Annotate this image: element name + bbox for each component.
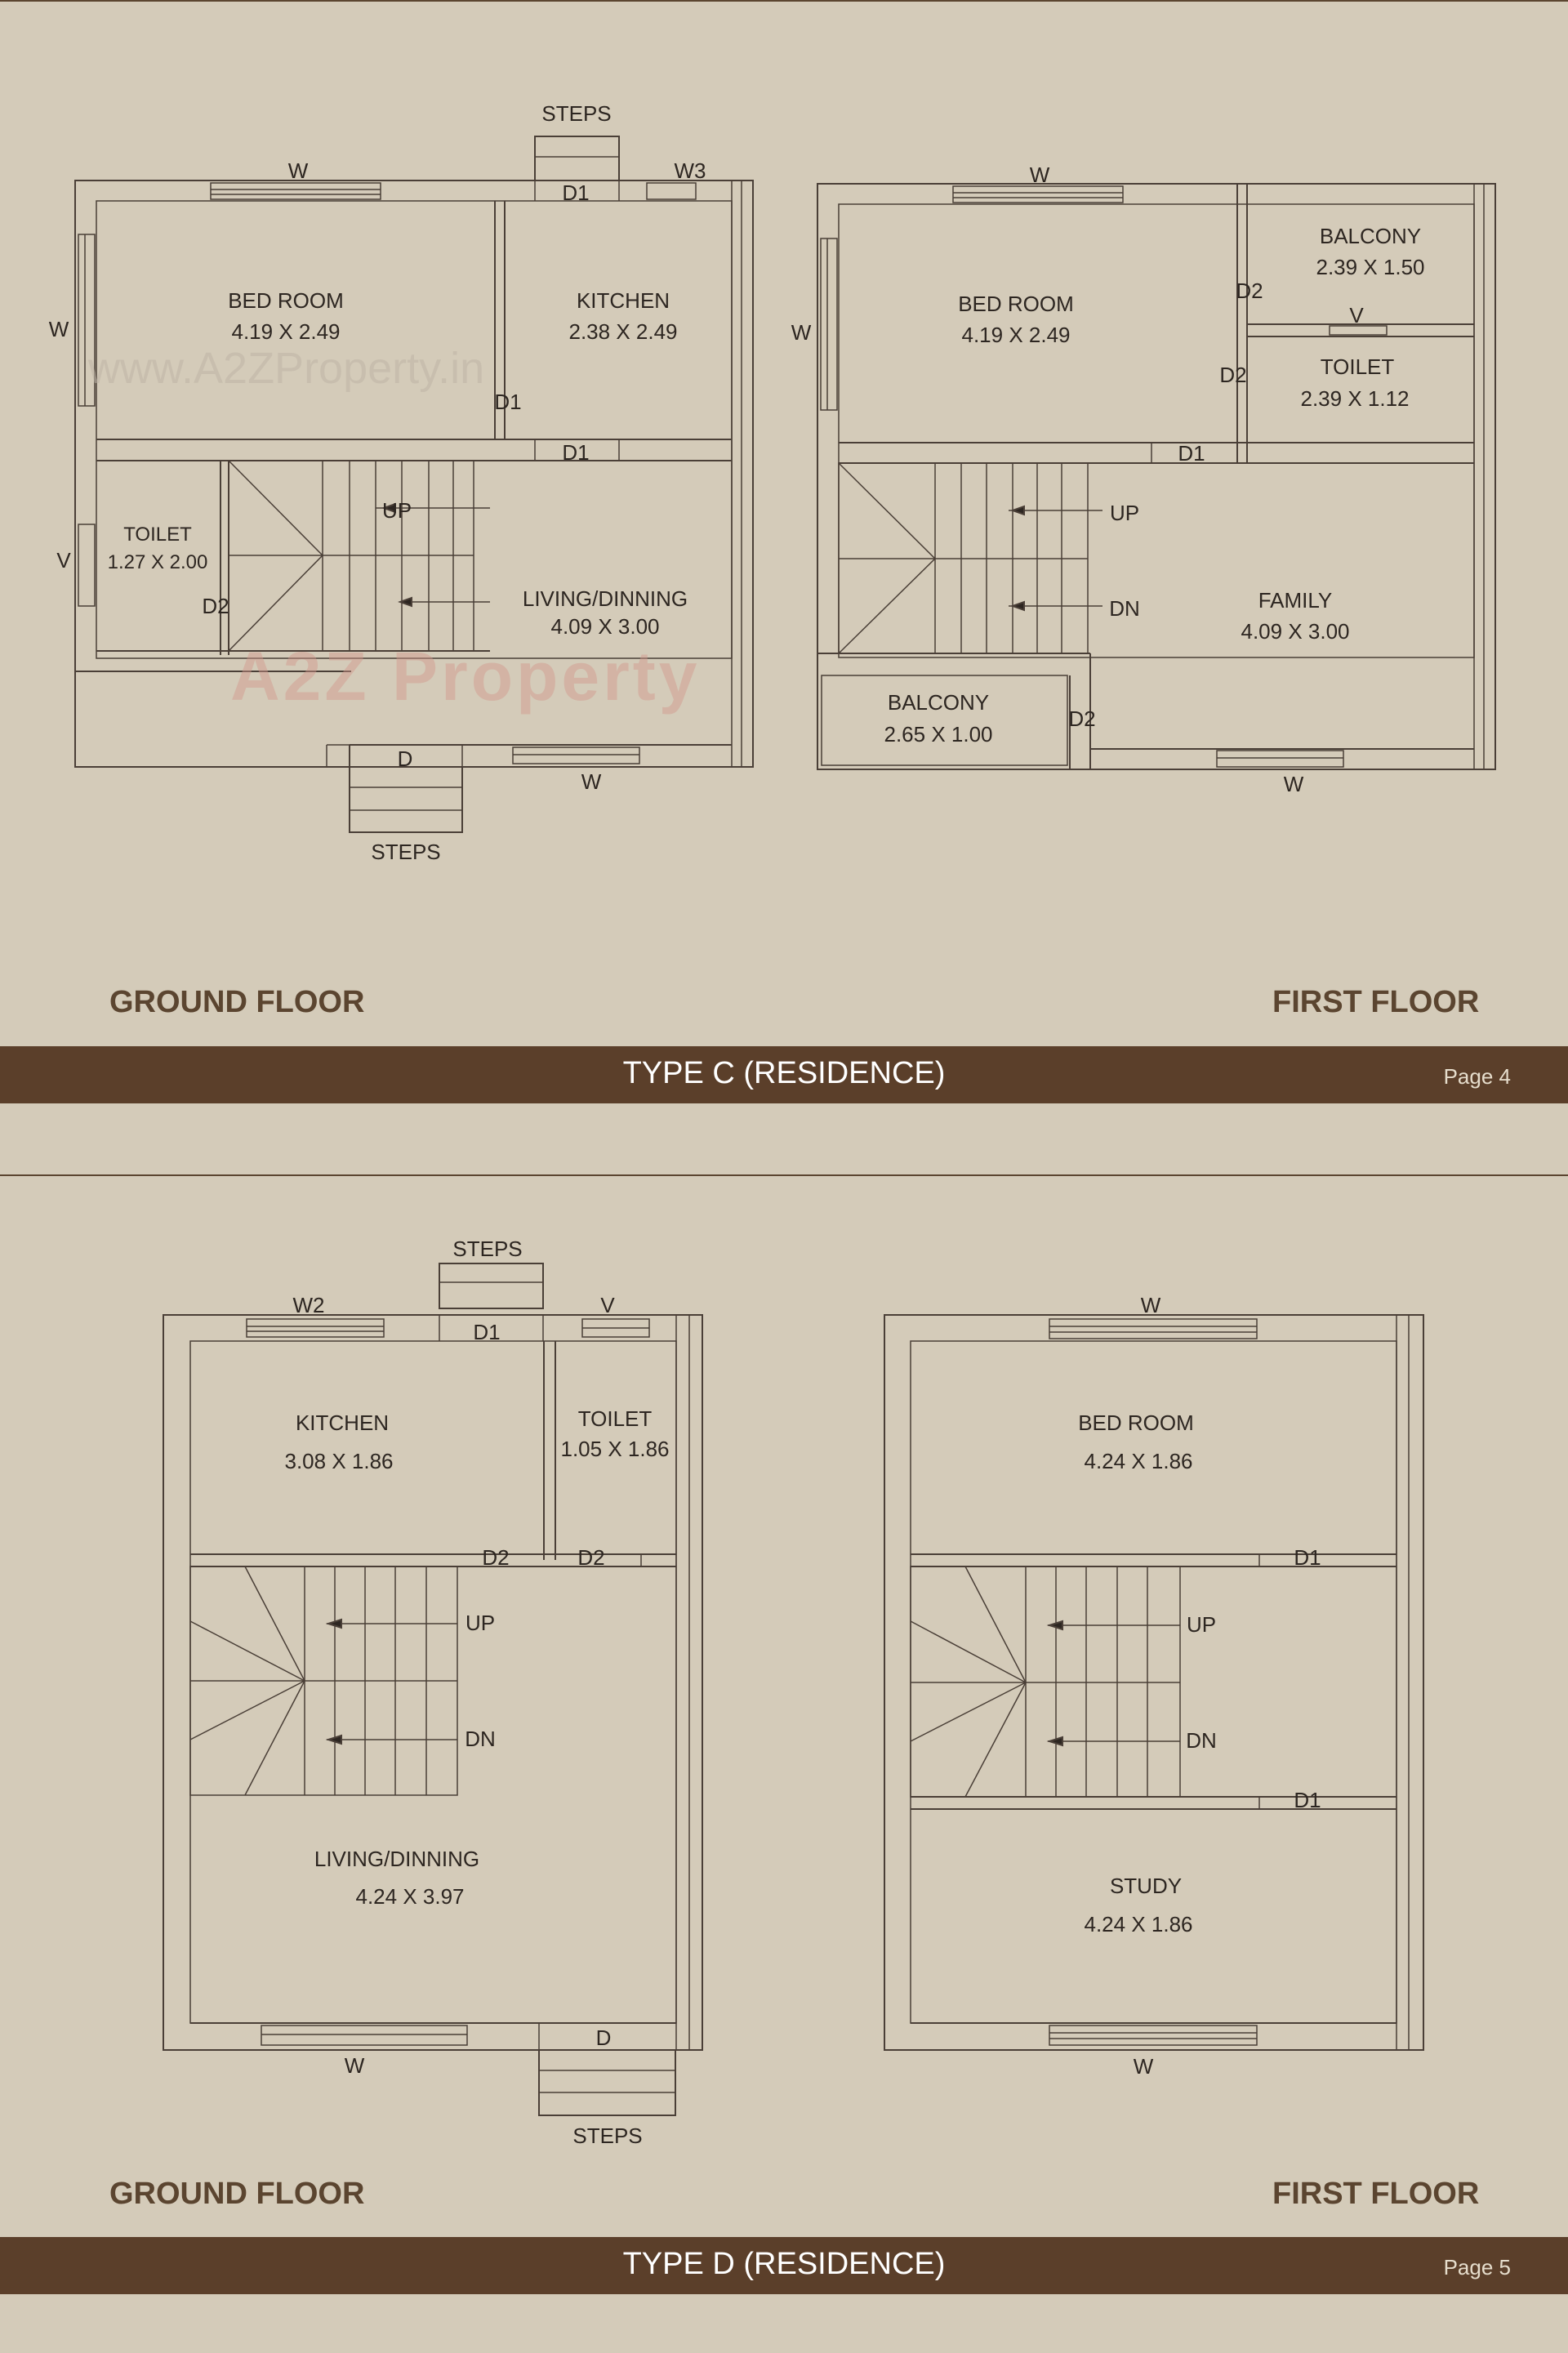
label-d2: D2 — [202, 594, 229, 618]
family-label: FAMILY — [1258, 588, 1333, 613]
label-w-top: W — [287, 158, 309, 183]
window-top — [1049, 1319, 1257, 1339]
label-w3: W3 — [674, 158, 706, 183]
title-banner — [0, 2237, 1568, 2294]
window-top — [211, 183, 381, 199]
toilet-label: TOILET — [1320, 354, 1395, 379]
label-w-bottom: W — [344, 2053, 365, 2078]
label-v-left: V — [56, 548, 71, 573]
label-w2: W2 — [292, 1293, 325, 1317]
label-dn: DN — [1186, 1728, 1217, 1753]
toilet-label: TOILET — [577, 1406, 653, 1431]
label-up: UP — [1109, 501, 1140, 525]
window-bottom — [513, 747, 639, 764]
label-up: UP — [1186, 1612, 1217, 1637]
label-dn: DN — [465, 1727, 496, 1751]
kitchen-label: KITCHEN — [576, 288, 670, 313]
label-d1-a: D1 — [1294, 1545, 1321, 1570]
toilet-size: 1.27 X 2.00 — [107, 551, 208, 573]
label-d1: D1 — [1178, 441, 1205, 466]
page-4 — [0, 0, 1568, 1106]
bed-room-size: 4.19 X 2.49 — [231, 319, 341, 344]
label-w-bottom: W — [1283, 772, 1304, 796]
study-size: 4.24 X 1.86 — [1084, 1912, 1193, 1936]
top-steps — [439, 1263, 543, 1308]
toilet-size: 2.39 X 1.12 — [1300, 386, 1410, 411]
label-w-bottom: W — [1133, 2054, 1154, 2079]
label-steps-bottom: STEPS — [572, 2123, 643, 2148]
bed-room-size: 4.24 X 1.86 — [1084, 1449, 1193, 1473]
top-steps — [535, 136, 619, 180]
label-w-left: W — [48, 317, 69, 341]
first-floor-plan-c — [791, 163, 1495, 796]
label-d-bottom: D — [397, 746, 413, 771]
label-d1-b: D1 — [1294, 1788, 1321, 1812]
ground-floor-caption: GROUND FLOOR — [109, 2177, 365, 2211]
label-up: UP — [465, 1611, 496, 1635]
first-floor-caption: FIRST FLOOR — [1272, 985, 1480, 1019]
bed-room-label: BED ROOM — [228, 288, 344, 313]
balcony-bottom — [822, 675, 1067, 765]
label-w-bottom: W — [581, 769, 602, 794]
living-label: LIVING/DINNING — [522, 586, 688, 611]
label-d2-b: D2 — [1219, 363, 1247, 387]
toilet-size: 1.05 X 1.86 — [560, 1437, 670, 1461]
bed-room-label: BED ROOM — [1078, 1410, 1194, 1435]
page-5 — [0, 1174, 1568, 2353]
label-d2-c: D2 — [1068, 706, 1096, 731]
window-w3 — [647, 183, 696, 199]
label-dn: DN — [1109, 596, 1140, 621]
label-steps-bottom: STEPS — [371, 840, 441, 864]
label-d1-kitchen: D1 — [494, 390, 522, 414]
kitchen-label: KITCHEN — [295, 1410, 390, 1435]
page-gap — [0, 1104, 1568, 1174]
kitchen-size: 3.08 X 1.86 — [284, 1449, 394, 1473]
type-c-floor-plans — [0, 2, 1568, 1106]
label-v: V — [1349, 303, 1364, 328]
toilet-label: TOILET — [123, 524, 192, 546]
window-bottom — [1217, 751, 1343, 767]
first-floor-caption: FIRST FLOOR — [1272, 2177, 1480, 2211]
label-d1-top: D1 — [562, 180, 590, 205]
page-number: Page 4 — [1443, 1064, 1511, 1089]
banner-title: TYPE C (RESIDENCE) — [622, 1056, 946, 1090]
vent-left — [78, 524, 95, 606]
study-label: STUDY — [1109, 1874, 1183, 1898]
label-w-left: W — [791, 320, 812, 345]
bed-room-size: 4.19 X 2.49 — [961, 323, 1071, 347]
ground-floor-caption: GROUND FLOOR — [109, 985, 365, 1019]
bed-room-label: BED ROOM — [958, 292, 1074, 316]
label-w-top: W — [1140, 1293, 1161, 1317]
staircase — [911, 1566, 1180, 1797]
watermark-site: www.A2ZProperty.in — [88, 344, 485, 393]
banner-title: TYPE D (RESIDENCE) — [622, 2247, 946, 2281]
watermark-logo: A2Z Property — [230, 638, 701, 715]
living-size: 4.09 X 3.00 — [550, 614, 660, 639]
label-d2-a: D2 — [1236, 279, 1263, 303]
bottom-steps — [350, 767, 462, 832]
ground-floor-plan-d — [163, 1237, 702, 2148]
living-label: LIVING/DINNING — [314, 1847, 480, 1871]
first-floor-plan-d — [884, 1293, 1423, 2079]
balcony-size: 2.39 X 1.50 — [1316, 255, 1425, 279]
balcony-2-size: 2.65 X 1.00 — [884, 722, 993, 746]
kitchen-size: 2.38 X 2.49 — [568, 319, 678, 344]
family-size: 4.09 X 3.00 — [1241, 619, 1350, 644]
living-size: 4.24 X 3.97 — [355, 1884, 465, 1909]
bottom-steps — [539, 2050, 675, 2115]
title-banner — [0, 1046, 1568, 1103]
balcony-2-label: BALCONY — [887, 690, 990, 715]
label-steps-top: STEPS — [452, 1237, 523, 1261]
label-w-top: W — [1029, 163, 1050, 187]
label-d2-b: D2 — [577, 1545, 605, 1570]
window-left — [821, 238, 837, 410]
ground-floor-plan-c — [49, 101, 753, 864]
window-top — [953, 186, 1123, 203]
label-d1: D1 — [473, 1320, 501, 1344]
label-d: D — [595, 2025, 612, 2050]
label-v: V — [600, 1293, 615, 1317]
balcony-label: BALCONY — [1319, 224, 1422, 248]
window-bottom — [1049, 2025, 1257, 2045]
window-bottom — [261, 2025, 467, 2045]
window-w2 — [247, 1319, 384, 1337]
label-d1-mid: D1 — [562, 440, 590, 465]
page-number: Page 5 — [1443, 2255, 1511, 2279]
label-d2-a: D2 — [482, 1545, 510, 1570]
label-up: UP — [381, 498, 412, 523]
label-steps-top: STEPS — [541, 101, 612, 126]
